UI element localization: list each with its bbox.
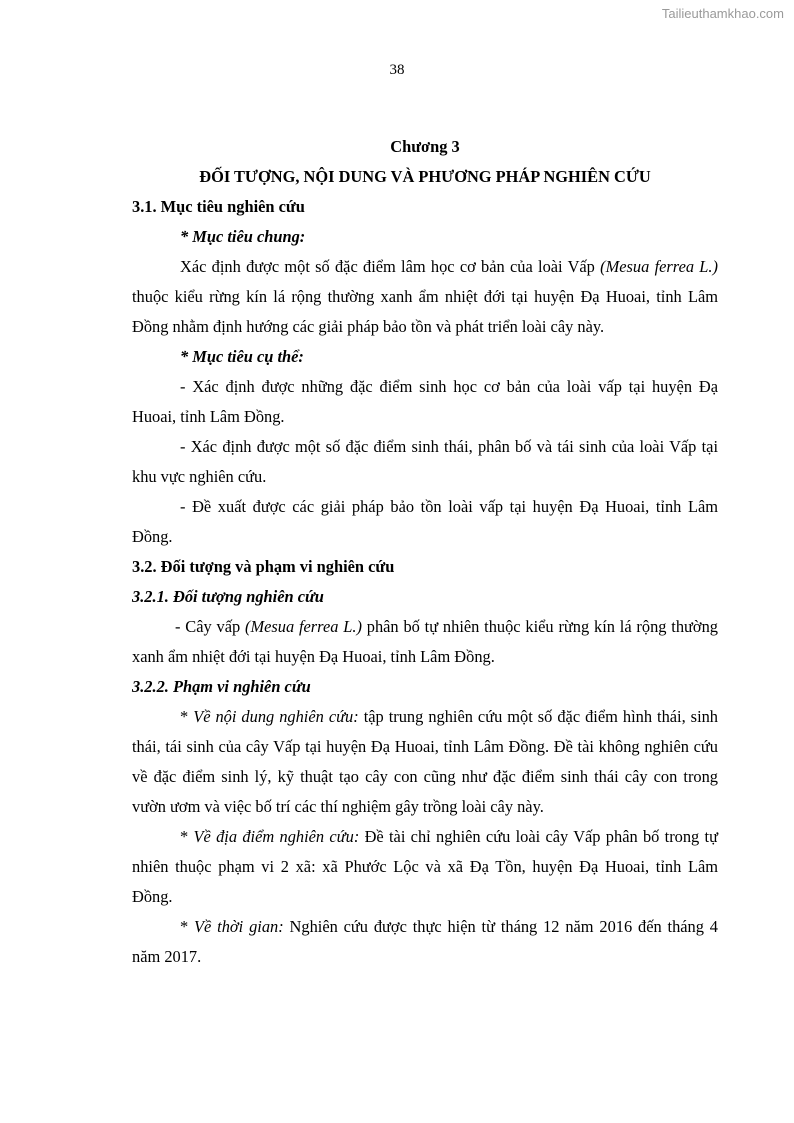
general-objective-text-before: Xác định được một số đặc điểm lâm học cơ bản của loài Vấp [180, 257, 601, 276]
specific-objective-label-text: * Mục tiêu cụ thể: [180, 347, 304, 366]
chapter-label: Chương 3 [390, 137, 460, 156]
scope-content-paragraph [132, 702, 718, 822]
section-3-2-2-heading: 3.2.2. Phạm vi nghiên cứu [132, 677, 311, 696]
scope-location-text: Đề tài chỉ nghiên cứu loài cây Vấp phân bố trong tự nhiên thuộc phạm vi 2 xã: xã Phước Lộc và xã Đạ Tồn, huyện Đạ Huoai, tỉnh Lâm Đồng. [132, 827, 718, 906]
scope-location-paragraph [132, 822, 718, 912]
species-name: (Mesua ferrea L.) [245, 617, 362, 636]
general-objective-label-text: * Mục tiêu chung: [180, 227, 306, 246]
bullet: * [180, 707, 194, 726]
bullet: * [180, 917, 195, 936]
research-object-text-before: - Cây vấp [175, 617, 245, 636]
scope-location-label: Về địa điểm nghiên cứu: [193, 827, 360, 846]
scope-time-paragraph [132, 912, 718, 972]
general-objective-label [132, 222, 718, 252]
specific-objective-item: - Xác định được những đặc điểm sinh học cơ bản của loài vấp tại huyện Đạ Huoai, tỉnh Lâm Đồng. [132, 377, 718, 426]
scope-content-text: tập trung nghiên cứu một số đặc điểm hình thái, sinh thái, tái sinh của cây Vấp tại huyện Đạ Huoai, tỉnh Lâm Đồng. Đề tài không nghiên cứu về đặc điểm sinh lý, kỹ thuật tạo cây con cũng như đặc điểm sinh thái cây con trong vườn ươm và việc bố trí các thí nghiệm gây trồng loài cây này. [132, 707, 719, 816]
chapter-title: ĐỐI TƯỢNG, NỘI DUNG VÀ PHƯƠNG PHÁP NGHIÊN CỨU [199, 167, 651, 186]
research-object-text-after: phân bố tự nhiên thuộc kiểu rừng kín lá rộng thường xanh ẩm nhiệt đới tại huyện Đạ Huoai, tỉnh Lâm Đồng. [132, 617, 718, 666]
species-name: (Mesua ferrea L.) [600, 257, 718, 276]
specific-objective-label [132, 342, 718, 372]
general-objective-text-after: thuộc kiểu rừng kín lá rộng thường xanh ẩm nhiệt đới tại huyện Đạ Huoai, tỉnh Lâm Đồng nhằm định hướng các giải pháp bảo tồn và phát triển loài cây này. [132, 287, 718, 336]
bullet: * [180, 827, 194, 846]
general-objective-paragraph [132, 252, 718, 342]
document-body [132, 128, 718, 972]
section-3-2-1-heading: 3.2.1. Đối tượng nghiên cứu [132, 587, 324, 606]
scope-time-text: Nghiên cứu được thực hiện từ tháng 12 năm 2016 đến tháng 4 năm 2017. [132, 917, 718, 966]
scope-content-label: Về nội dung nghiên cứu: [193, 707, 359, 726]
specific-objective-item: - Xác định được một số đặc điểm sinh thái, phân bố và tái sinh của loài Vấp tại khu vực nghiên cứu. [132, 437, 718, 486]
section-3-1-heading: 3.1. Mục tiêu nghiên cứu [132, 197, 305, 216]
section-3-2-heading: 3.2. Đối tượng và phạm vi nghiên cứu [132, 557, 395, 576]
scope-time-label: Về thời gian: [194, 917, 284, 936]
watermark: Tailieuthamkhao.com [661, 6, 784, 21]
research-object-paragraph [132, 612, 718, 672]
page-number: 38 [389, 62, 405, 78]
specific-objective-item: - Đề xuất được các giải pháp bảo tồn loài vấp tại huyện Đạ Huoai, tỉnh Lâm Đồng. [132, 497, 718, 546]
